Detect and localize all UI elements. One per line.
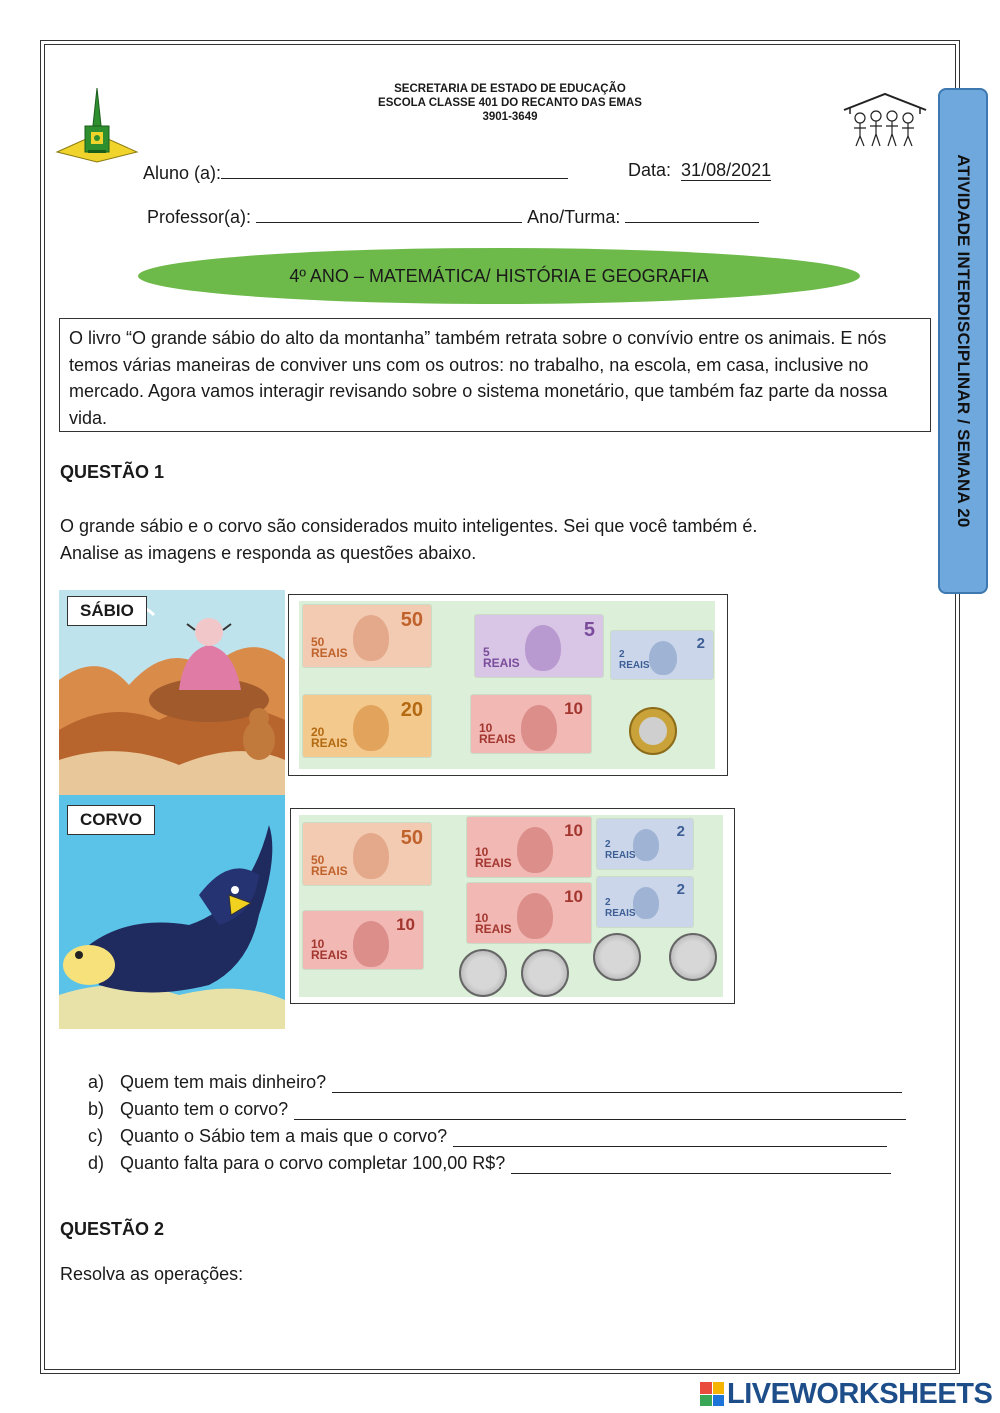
liveworksheets-brand[interactable]	[700, 1377, 995, 1411]
banknote-20: 20 20 REAIS	[303, 695, 431, 757]
professor-input[interactable]	[256, 204, 522, 223]
subject-banner	[138, 248, 860, 304]
header-line-1: SECRETARIA DE ESTADO DE EDUCAÇÃO	[394, 83, 626, 95]
banknote-50: 50 50 REAIS	[303, 605, 431, 667]
question-text: Quanto tem o corvo?	[120, 1099, 289, 1119]
school-header	[300, 82, 720, 124]
liveworksheets-logo-icon	[700, 1382, 724, 1406]
question-1-text-line-2: Analise as imagens e responda as questões abaixo.	[60, 543, 477, 563]
answer-line-c[interactable]	[453, 1130, 887, 1147]
turma-input[interactable]	[625, 204, 759, 223]
question-1-text-line-1: O grande sábio e o corvo são considerados muito inteligentes. Sei que você também é.	[60, 516, 758, 536]
professor-label: Professor(a):	[147, 207, 252, 227]
banknote-2: 2 2 REAIS	[597, 877, 693, 927]
data-value: 31/08/2021	[681, 160, 772, 180]
question-item-c	[88, 1120, 948, 1147]
question-text: Quanto falta para o corvo completar 100,00 R$?	[120, 1153, 506, 1173]
coin	[593, 933, 641, 981]
data-label: Data:	[628, 160, 672, 180]
banknote-10: 10 10 REAIS	[303, 911, 423, 969]
question-1-title: QUESTÃO 1	[60, 462, 165, 482]
intro-box: O livro “O grande sábio do alto da montanha” também retrata sobre o convívio entre os animais. E nós temos várias maneiras de conviver uns com os outros: no trabalho, na escola, em casa, inclusive no mercado. Agora vamos interagir revisando sobre o sistema monetário, que também faz parte da nossa vida.	[59, 318, 931, 432]
sabio-illustration	[59, 590, 285, 795]
professor-field-row	[147, 204, 759, 228]
banknote-10: 10 10 REAIS	[467, 883, 591, 943]
question-item-b	[88, 1093, 948, 1120]
corvo-label: CORVO	[67, 805, 155, 835]
banknote-5: 5 5 REAIS	[475, 615, 603, 677]
question-item-d	[88, 1147, 948, 1174]
question-2-text: Resolva as operações:	[60, 1264, 244, 1284]
question-text: Quanto o Sábio tem a mais que o corvo?	[120, 1126, 448, 1146]
question-item-a	[88, 1066, 948, 1093]
answer-line-d[interactable]	[511, 1157, 891, 1174]
coin	[459, 949, 507, 997]
question-letter: d)	[88, 1153, 105, 1173]
question-text: Quem tem mais dinheiro?	[120, 1072, 327, 1092]
coin	[521, 949, 569, 997]
banknote-50: 50 50 REAIS	[303, 823, 431, 885]
coin-1-real	[629, 707, 677, 755]
corvo-money-box	[290, 808, 735, 1004]
aluno-input[interactable]	[221, 160, 568, 179]
side-tab-text: ATIVIDADE INTERDISCIPLINAR / SEMANA 20	[954, 154, 973, 528]
question-letter: b)	[88, 1099, 105, 1119]
header-line-2: ESCOLA CLASSE 401 DO RECANTO DAS EMAS	[378, 97, 642, 109]
brand-name: LIVEWORKSHEETS	[727, 1377, 993, 1410]
sabio-money-box	[288, 594, 728, 776]
side-tab	[938, 88, 988, 594]
answer-line-a[interactable]	[332, 1076, 902, 1093]
school-logo-icon	[55, 86, 140, 176]
aluno-label: Aluno (a):	[143, 163, 222, 183]
aluno-field-row	[143, 160, 568, 184]
banknote-10: 10 10 REAIS	[471, 695, 591, 753]
sabio-label: SÁBIO	[67, 596, 147, 626]
coin	[669, 933, 717, 981]
question-letter: c)	[88, 1126, 103, 1146]
turma-label: Ano/Turma:	[527, 207, 621, 227]
banknote-10: 10 10 REAIS	[467, 817, 591, 877]
banknote-2: 2 2 REAIS	[597, 819, 693, 869]
data-field-row	[628, 160, 771, 181]
header-line-3: 3901-3649	[482, 111, 538, 123]
question-2-title: QUESTÃO 2	[60, 1219, 165, 1239]
question-letter: a)	[88, 1072, 105, 1092]
children-house-icon	[842, 92, 928, 150]
answer-line-b[interactable]	[294, 1103, 906, 1120]
subject-banner-text: 4º ANO – MATEMÁTICA/ HISTÓRIA E GEOGRAFIA	[289, 265, 709, 286]
question-1-text	[60, 513, 757, 567]
corvo-illustration	[59, 795, 285, 1029]
question-1-list	[88, 1066, 948, 1174]
banknote-2: 2 2 REAIS	[611, 631, 713, 679]
